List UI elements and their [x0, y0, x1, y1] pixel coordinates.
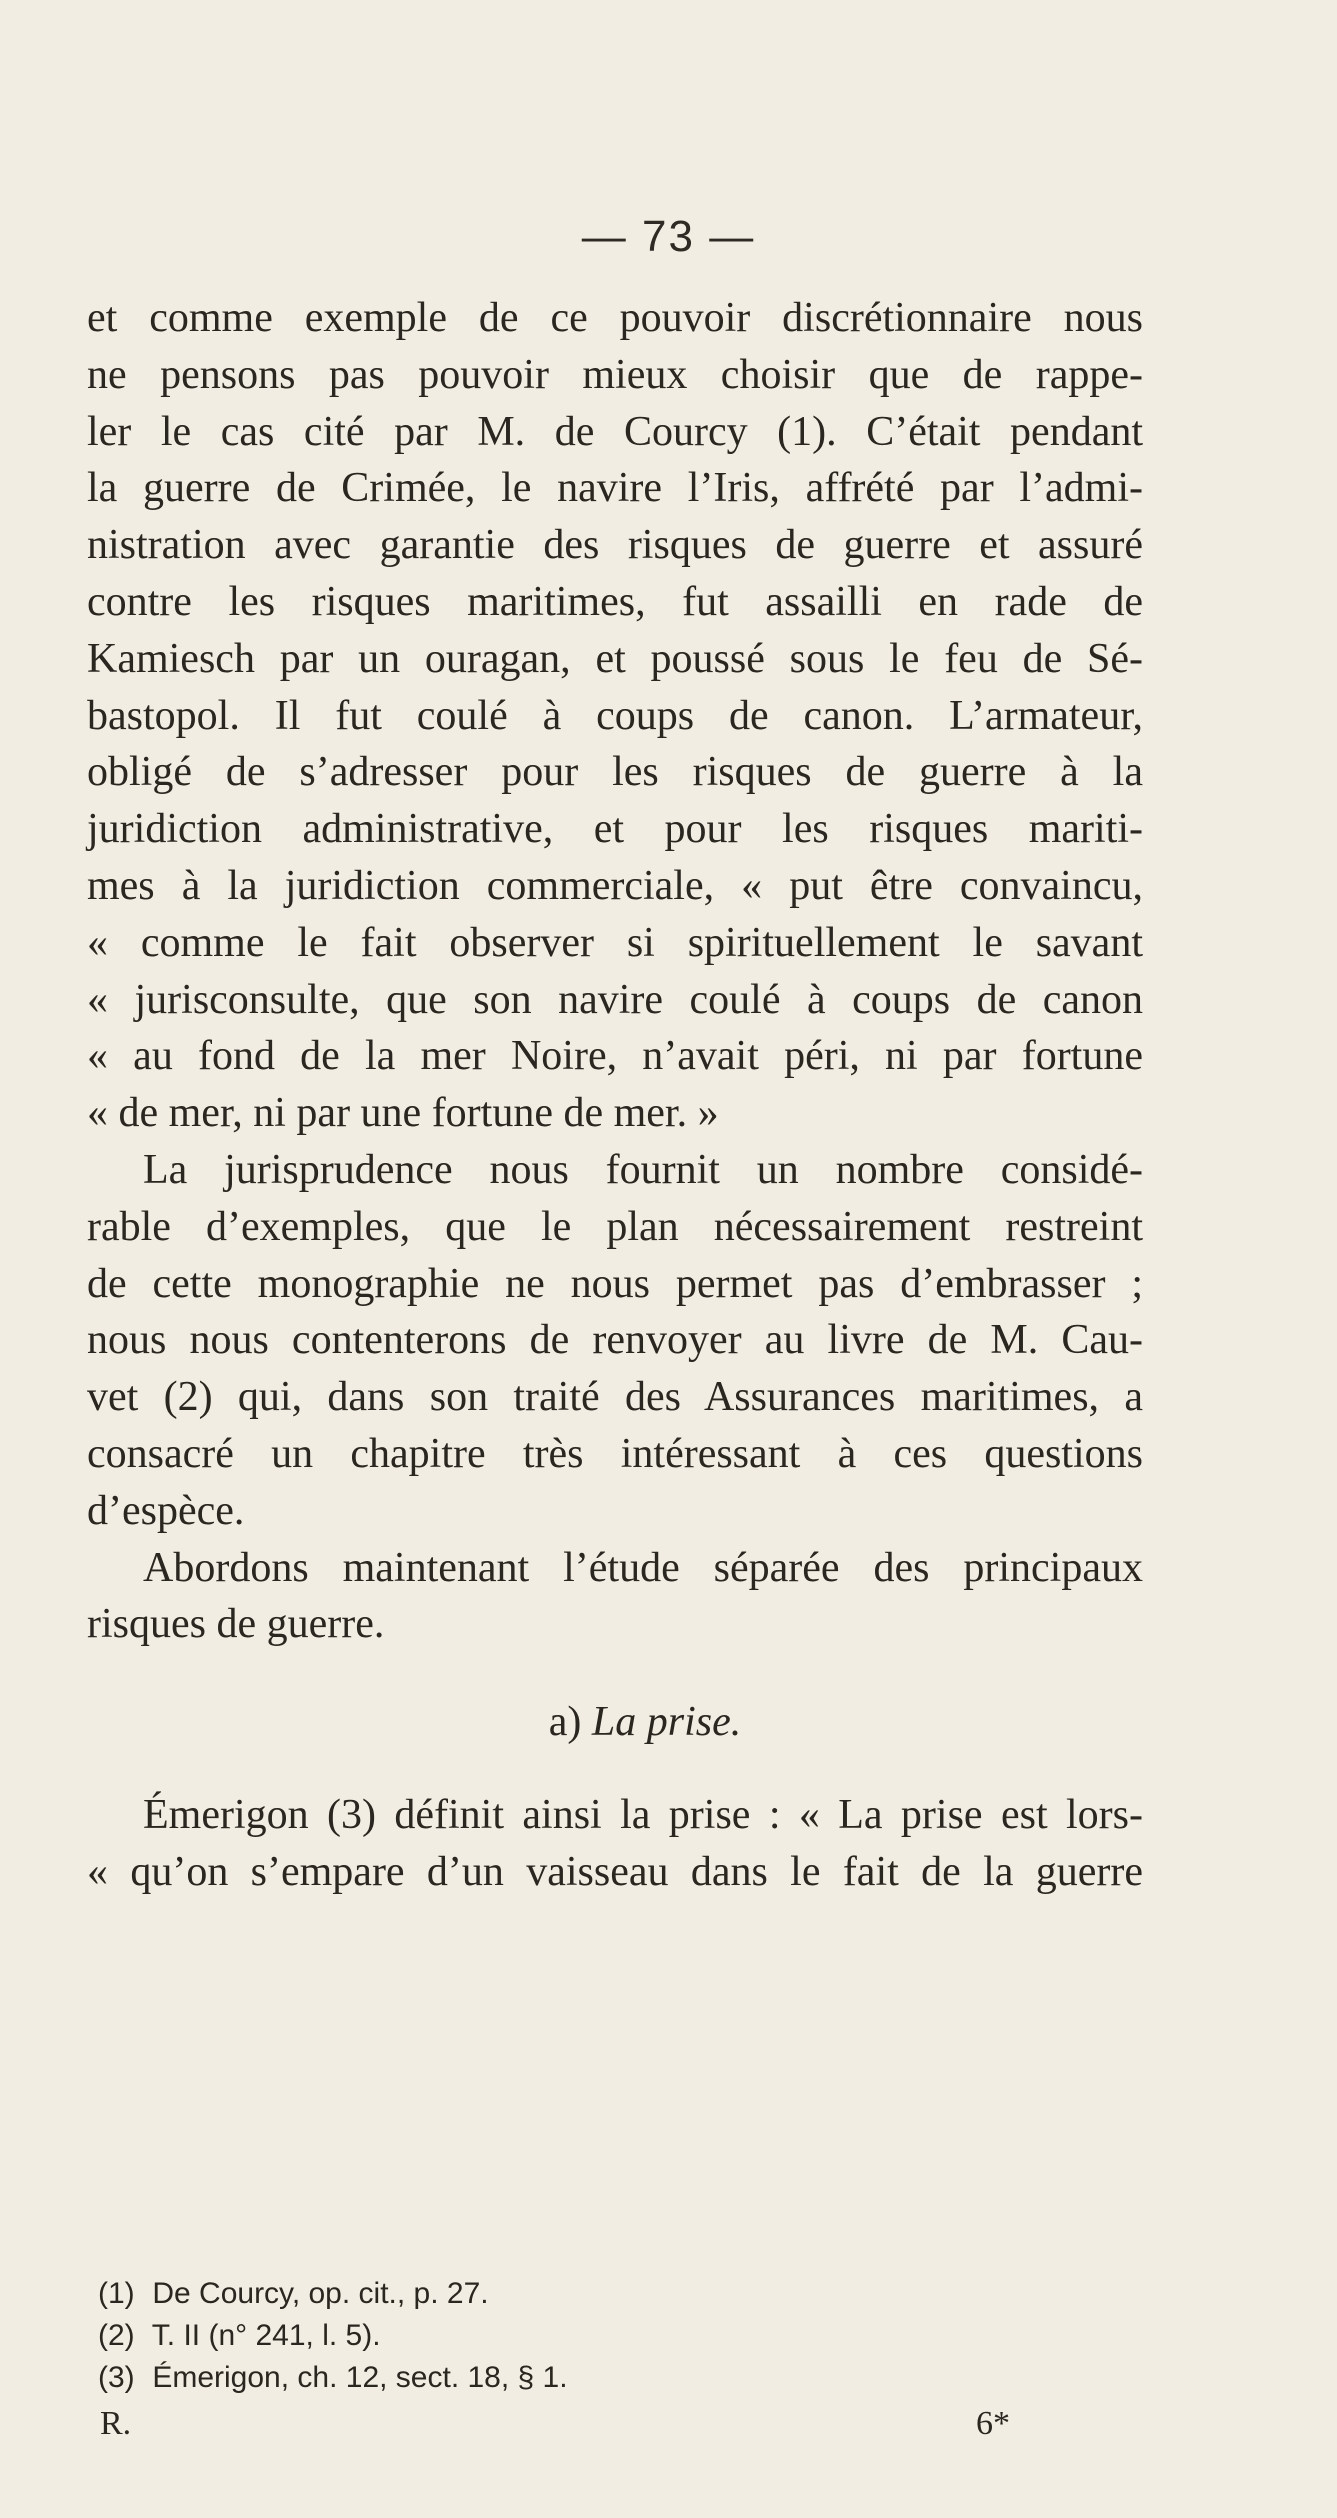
text-line: « jurisconsulte, que son navire coulé à coups de canon: [87, 976, 1143, 1023]
sheet-mark: 6*: [976, 2405, 1010, 2442]
footnotes: [98, 2273, 998, 2399]
body-text: [87, 290, 1143, 1901]
text-line: vet (2) qui, dans son traité des Assurances maritimes, a: [87, 1374, 1143, 1421]
footnote-label: (3): [98, 2361, 135, 2394]
text-line: « comme le fait observer si spirituellement le savant: [87, 919, 1143, 966]
text-line: et comme exemple de ce pouvoir discrétionnaire nous: [87, 295, 1143, 341]
text-line: « qu’on s’empare d’un vaisseau dans le fait de la guerre: [87, 1848, 1143, 1895]
section-heading: [87, 1667, 1143, 1773]
footnote: [98, 2315, 998, 2357]
text-line: de cette monographie ne nous permet pas d’embrasser ;: [87, 1260, 1143, 1307]
footnote-text: T. II (n° 241, l. 5).: [151, 2319, 381, 2352]
page-number: — 73 —: [581, 212, 756, 261]
text-line: rable d’exemples, que le plan nécessairement restreint: [87, 1203, 1143, 1250]
text-line: obligé de s’adresser pour les risques de guerre à la: [87, 749, 1143, 796]
text-line: risques de guerre.: [87, 1601, 385, 1648]
text-line: nous nous contenterons de renvoyer au livre de M. Cau-: [87, 1317, 1143, 1364]
text-line: nistration avec garantie des risques de guerre et assuré: [87, 522, 1143, 569]
text-line: juridiction administrative, et pour les risques mariti-: [87, 806, 1143, 853]
text-line: La jurisprudence nous fournit un nombre considé-: [143, 1146, 1143, 1193]
text-line: « de mer, ni par une fortune de mer. »: [87, 1090, 719, 1137]
signature-mark: R.: [100, 2405, 132, 2442]
text-line: Abordons maintenant l’étude séparée des principaux: [143, 1544, 1143, 1591]
footnote-label: (2): [98, 2319, 135, 2352]
spacer: [87, 1653, 1143, 1667]
signature-row: [100, 2402, 1040, 2446]
text-line: « au fond de la mer Noire, n’avait péri, ni par fortune: [87, 1033, 1143, 1080]
text-line: consacré un chapitre très intéressant à ces questions: [87, 1430, 1143, 1477]
text-line: la guerre de Crimée, le navire l’Iris, affrété par l’admi-: [87, 465, 1143, 512]
footnote-text: Émerigon, ch. 12, sect. 18, § 1.: [152, 2361, 568, 2394]
text-line: mes à la juridiction commerciale, « put être convaincu,: [87, 862, 1143, 909]
footnote: [98, 2357, 998, 2399]
text-line: ne pensons pas pouvoir mieux choisir que de rappe-: [87, 351, 1143, 398]
section-title: La prise.: [591, 1699, 742, 1746]
text-line: d’espèce.: [87, 1487, 245, 1534]
footnote-text: De Courcy, op. cit., p. 27.: [152, 2277, 489, 2310]
text-line: contre les risques maritimes, fut assailli en rade de: [87, 578, 1143, 625]
footnote-label: (1): [98, 2277, 135, 2310]
text-line: ler le cas cité par M. de Courcy (1). C’était pendant: [87, 408, 1143, 455]
text-line: Émerigon (3) définit ainsi la prise : « La prise est lors-: [143, 1792, 1143, 1839]
text-line: bastopol. Il fut coulé à coups de canon. L’armateur,: [87, 692, 1143, 739]
spacer: [87, 1773, 1143, 1787]
footnote: [98, 2273, 998, 2315]
section-marker: a): [548, 1699, 582, 1746]
text-line: Kamiesch par un ouragan, et poussé sous le feu de Sé-: [87, 635, 1143, 682]
